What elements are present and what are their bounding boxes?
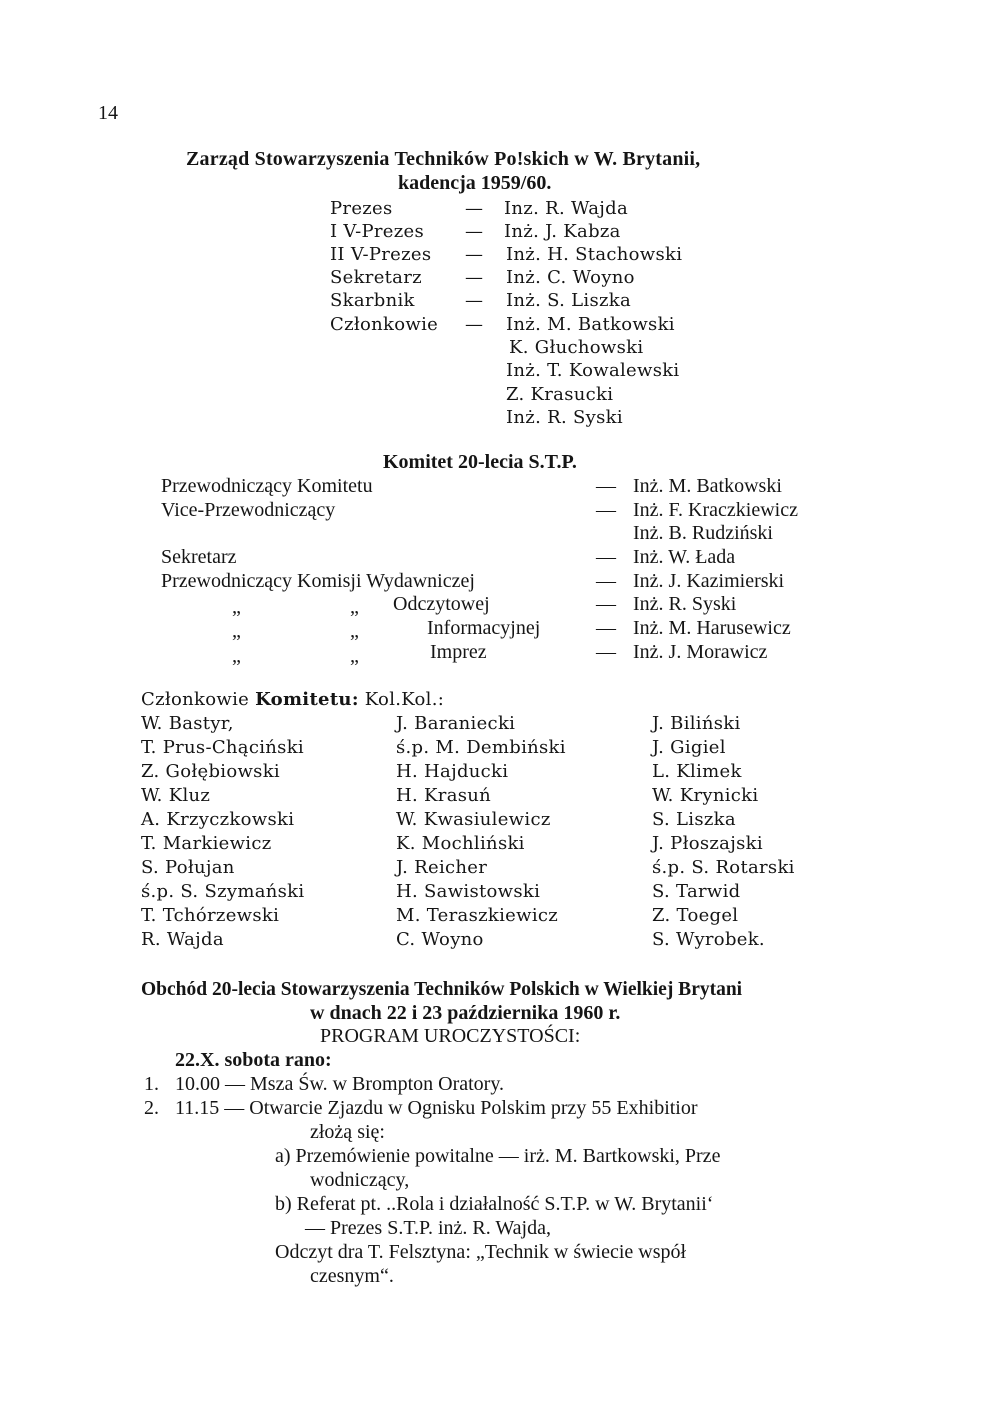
committee-name: Inż. M. Batkowski: [633, 475, 782, 497]
committee-dash: —: [596, 475, 616, 497]
committee-title: Komitet 20-lecia S.T.P.: [383, 451, 577, 473]
board-dash: —: [465, 290, 484, 311]
board-role: Prezes: [330, 198, 393, 219]
member: ś.p. S. Szymański: [141, 881, 305, 902]
committee-dash: —: [596, 617, 616, 639]
member: S. Tarwid: [652, 881, 741, 902]
committee-role: Imprez: [430, 641, 487, 663]
committee-name: Inż. J. Kazimierski: [633, 570, 785, 592]
member: H. Krasuń: [396, 785, 492, 806]
member: Z. Toegel: [652, 905, 739, 926]
committee-role: Informacyjnej: [427, 617, 541, 639]
program-sub-a-cont: wodniczący,: [310, 1169, 410, 1191]
members-heading-bold: Komitetu:: [255, 689, 359, 710]
board-name: Inż. H. Stachowski: [506, 244, 683, 265]
committee-name: Inż. F. Kraczkiewicz: [633, 499, 798, 521]
member: T. Tchórzewski: [141, 905, 280, 926]
board-name: Inż. J. Kabza: [504, 221, 621, 242]
board-dash: —: [465, 198, 484, 219]
member: S. Wyrobek.: [652, 929, 765, 950]
board-member: K. Głuchowski: [509, 337, 644, 358]
board-member: Inż. R. Syski: [506, 407, 623, 428]
program-sub-b-cont: — Prezes S.T.P. inż. R. Wajda,: [305, 1217, 551, 1239]
committee-dash: —: [596, 499, 616, 521]
member: W. Kwasiulewicz: [396, 809, 551, 830]
member: W. Krynicki: [652, 785, 759, 806]
committee-name: Inż. M. Harusewicz: [633, 617, 791, 639]
committee-name: Inż. R. Syski: [633, 593, 737, 615]
board-role: I V-Prezes: [330, 221, 425, 242]
member: H. Sawistowski: [396, 881, 541, 902]
committee-ditto: „: [350, 620, 359, 642]
member: M. Teraszkiewicz: [396, 905, 559, 926]
program-item-number: 1.: [144, 1073, 159, 1095]
board-role: Skarbnik: [330, 290, 415, 311]
member: J. Reicher: [396, 857, 488, 878]
committee-role: Sekretarz: [161, 546, 237, 568]
board-dash: —: [465, 314, 484, 335]
committee-ditto: „: [232, 645, 241, 667]
committee-role: Odczytowej: [393, 593, 490, 615]
committee-dash: —: [596, 546, 616, 568]
board-name: Inż. C. Woyno: [506, 267, 635, 288]
committee-dash: —: [596, 570, 616, 592]
board-dash: —: [465, 244, 484, 265]
program-item: 11.15 — Otwarcie Zjazdu w Ognisku Polskim przy 55 Exhibitior: [175, 1097, 698, 1119]
member: J. Biliński: [652, 713, 741, 734]
member: S. Połujan: [141, 857, 235, 878]
member: W. Bastyr,: [141, 713, 234, 734]
program-heading: PROGRAM UROCZYSTOŚCI:: [320, 1025, 581, 1047]
member: J. Płoszajski: [652, 833, 763, 854]
committee-dash: —: [596, 593, 616, 615]
board-name: Inż. S. Liszka: [506, 290, 632, 311]
committee-dash: —: [596, 641, 616, 663]
board-dash: —: [465, 267, 484, 288]
board-member: Inż. T. Kowalewski: [506, 360, 680, 381]
program-lecture: Odczyt dra T. Felsztyna: „Technik w świecie współ: [275, 1241, 687, 1263]
committee-role: Przewodniczący Komisji Wydawniczej: [161, 570, 475, 592]
member: ś.p. S. Rotarski: [652, 857, 795, 878]
member: J. Baraniecki: [396, 713, 516, 734]
committee-ditto: „: [350, 596, 359, 618]
program-continuation: złożą się:: [310, 1121, 385, 1143]
member: W. Kluz: [141, 785, 211, 806]
member: S. Liszka: [652, 809, 736, 830]
committee-ditto: „: [232, 596, 241, 618]
member: K. Mochliński: [396, 833, 525, 854]
member: T. Markiewicz: [141, 833, 272, 854]
committee-name: Inż. W. Łada: [633, 546, 736, 568]
member: T. Prus-Chąciński: [141, 737, 304, 758]
member: R. Wajda: [141, 929, 224, 950]
members-heading-suffix: Kol.Kol.:: [358, 689, 445, 710]
program-sub-a: a) Przemówienie powitalne — irż. M. Bartkowski, Prze: [275, 1145, 721, 1167]
committee-ditto: „: [350, 645, 359, 667]
program-lecture-cont: czesnym“.: [310, 1265, 394, 1287]
members-heading: [141, 688, 444, 711]
board-role: Sekretarz: [330, 267, 422, 288]
page-number: 14: [98, 102, 118, 124]
board-role: Członkowie: [330, 314, 439, 335]
member: L. Klimek: [652, 761, 742, 782]
committee-role: Przewodniczący Komitetu: [161, 475, 373, 497]
members-heading-prefix: Członkowie: [141, 689, 256, 710]
celebration-title-line2: w dnach 22 i 23 października 1960 r.: [310, 1002, 621, 1024]
program-item: 10.00 — Msza Św. w Brompton Oratory.: [175, 1073, 505, 1095]
celebration-title-line1: Obchód 20-lecia Stowarzyszenia Techników Polskich w Wielkiej Brytani: [141, 979, 743, 1000]
member: C. Woyno: [396, 929, 484, 950]
program-item-number: 2.: [144, 1097, 159, 1119]
board-title-line1: Zarząd Stowarzyszenia Techników Po!skich w W. Brytanii,: [186, 148, 701, 170]
committee-name: Inż. J. Morawicz: [633, 641, 768, 663]
member: H. Hajducki: [396, 761, 509, 782]
board-title-line2: kadencja 1959/60.: [398, 172, 552, 194]
member: Z. Gołębiowski: [141, 761, 280, 782]
board-name: Inz. R. Wajda: [504, 198, 629, 219]
program-sub-b: b) Referat pt. ..Rola i działalność S.T.P. w W. Brytanii‘: [275, 1193, 714, 1215]
member: A. Krzyczkowski: [141, 809, 295, 830]
committee-ditto: „: [232, 620, 241, 642]
board-dash: —: [465, 221, 484, 242]
committee-name: Inż. B. Rudziński: [633, 522, 773, 544]
member: J. Gigiel: [652, 737, 726, 758]
board-member: Z. Krasucki: [506, 384, 614, 405]
member: ś.p. M. Dembiński: [396, 737, 566, 758]
board-role: II V-Prezes: [330, 244, 432, 265]
day-heading: 22.X. sobota rano:: [175, 1049, 332, 1071]
committee-role: Vice-Przewodniczący: [161, 499, 336, 521]
board-name: Inż. M. Batkowski: [506, 314, 675, 335]
